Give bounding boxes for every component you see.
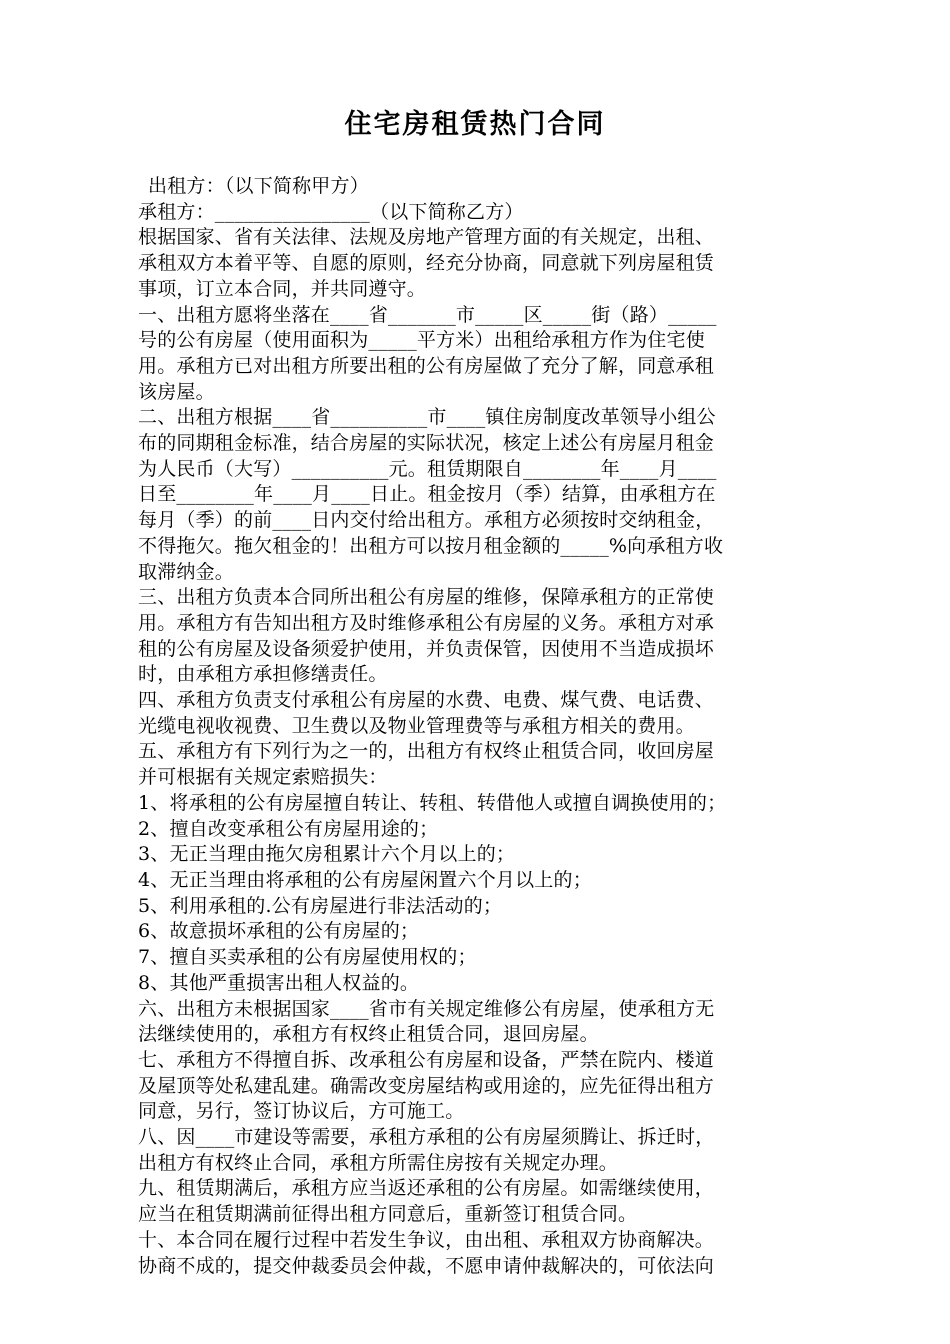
text-line: 用。承租方已对出租方所要出租的公有房屋做了充分了解，同意承租	[138, 354, 715, 377]
text-line: 四、承租方负责支付承租公有房屋的水费、电费、煤气费、电话费、	[138, 689, 715, 712]
text-line: 每月（季）的前____日内交付给出租方。承租方必须按时交纳租金，	[138, 509, 715, 532]
text-line: 及屋顶等处私建乱建。确需改变房屋结构或用途的，应先征得出租方	[138, 1074, 715, 1097]
text-line: 十、本合同在履行过程中若发生争议，由出租、承租双方协商解决。	[138, 1228, 715, 1251]
text-line: 出租方：（以下简称甲方）	[148, 175, 369, 197]
text-line: 八、因____市建设等需要，承租方承租的公有房屋须腾让、拆迁时，	[138, 1126, 715, 1149]
text-line: 事项，订立本合同，并共同遵守。	[138, 277, 427, 300]
text-line: 8、其他严重损害出租人权益的。	[138, 971, 420, 994]
text-line: 租的公有房屋及设备须爱护使用，并负责保管，因使用不当造成损坏	[138, 637, 715, 660]
text-line: 根据国家、省有关法律、法规及房地产管理方面的有关规定，出租、	[138, 226, 715, 249]
text-line: 5、利用承租的.公有房屋进行非法活动的；	[138, 894, 503, 917]
text-line: 用。承租方有告知出租方及时维修承租公有房屋的义务。承租方对承	[138, 611, 715, 634]
text-line: 不得拖欠。拖欠租金的！出租方可以按月租金额的_____%向承租方收	[138, 534, 724, 557]
text-line: 出租方有权终止合同，承租方所需住房按有关规定办理。	[138, 1151, 619, 1174]
text-line: 该房屋。	[138, 380, 215, 403]
text-line: 六、出租方未根据国家____省市有关规定维修公有房屋，使承租方无	[138, 997, 715, 1020]
text-line: 1、将承租的公有房屋擅自转让、转租、转借他人或擅自调换使用的；	[138, 791, 727, 814]
document-title: 住宅房租赁热门合同	[344, 109, 606, 140]
text-line: 协商不成的，提交仲裁委员会仲裁，不愿申请仲裁解决的，可依法向	[138, 1254, 715, 1277]
text-line: 承租方：________________（以下简称乙方）	[138, 200, 524, 223]
text-line: 3、无正当理由拖欠房租累计六个月以上的；	[138, 843, 516, 866]
text-line: 光缆电视收视费、卫生费以及物业管理费等与承租方相关的费用。	[138, 714, 695, 737]
text-line: 九、租赁期满后，承租方应当返还承租的公有房屋。如需继续使用，	[138, 1177, 715, 1200]
text-line: 并可根据有关规定索赔损失：	[138, 766, 388, 789]
text-line: 7、擅自买卖承租的公有房屋使用权的；	[138, 946, 477, 969]
text-line: 2、擅自改变承租公有房屋用途的；	[138, 817, 439, 840]
text-line: 取滞纳金。	[138, 560, 235, 583]
text-line: 为人民币（大写）__________元。租赁期限自________年____月____	[138, 457, 717, 480]
text-line: 时，由承租方承担修缮责任。	[138, 663, 388, 686]
text-line: 三、出租方负责本合同所出租公有房屋的维修，保障承租方的正常使	[138, 586, 715, 609]
text-line: 布的同期租金标准，结合房屋的实际状况，核定上述公有房屋月租金	[138, 432, 715, 455]
text-line: 日至________年____月____日止。租金按月（季）结算，由承租方在	[138, 483, 716, 506]
text-line: 承租双方本着平等、自愿的原则，经充分协商，同意就下列房屋租赁	[138, 252, 715, 275]
text-line: 二、出租方根据____省__________市____镇住房制度改革领导小组公	[138, 406, 716, 429]
text-line: 同意，另行，签订协议后，方可施工。	[138, 1100, 465, 1123]
text-line: 法继续使用的，承租方有权终止租赁合同，退回房屋。	[138, 1023, 599, 1046]
text-line: 应当在租赁期满前征得出租方同意后，重新签订租赁合同。	[138, 1203, 638, 1226]
text-line: 七、承租方不得擅自拆、改承租公有房屋和设备，严禁在院内、楼道	[138, 1048, 715, 1071]
contract-body	[138, 174, 818, 1279]
text-line: 4、无正当理由将承租的公有房屋闲置六个月以上的；	[138, 868, 592, 891]
text-line: 6、故意损坏承租的公有房屋的；	[138, 920, 420, 943]
text-line: 五、承租方有下列行为之一的，出租方有权终止租赁合同，收回房屋	[138, 740, 715, 763]
text-line: 号的公有房屋（使用面积为_____平方米）出租给承租方作为住宅使	[138, 329, 705, 352]
text-line: 一、出租方愿将坐落在____省_______市_____区_____街（路）_____	[138, 303, 717, 326]
